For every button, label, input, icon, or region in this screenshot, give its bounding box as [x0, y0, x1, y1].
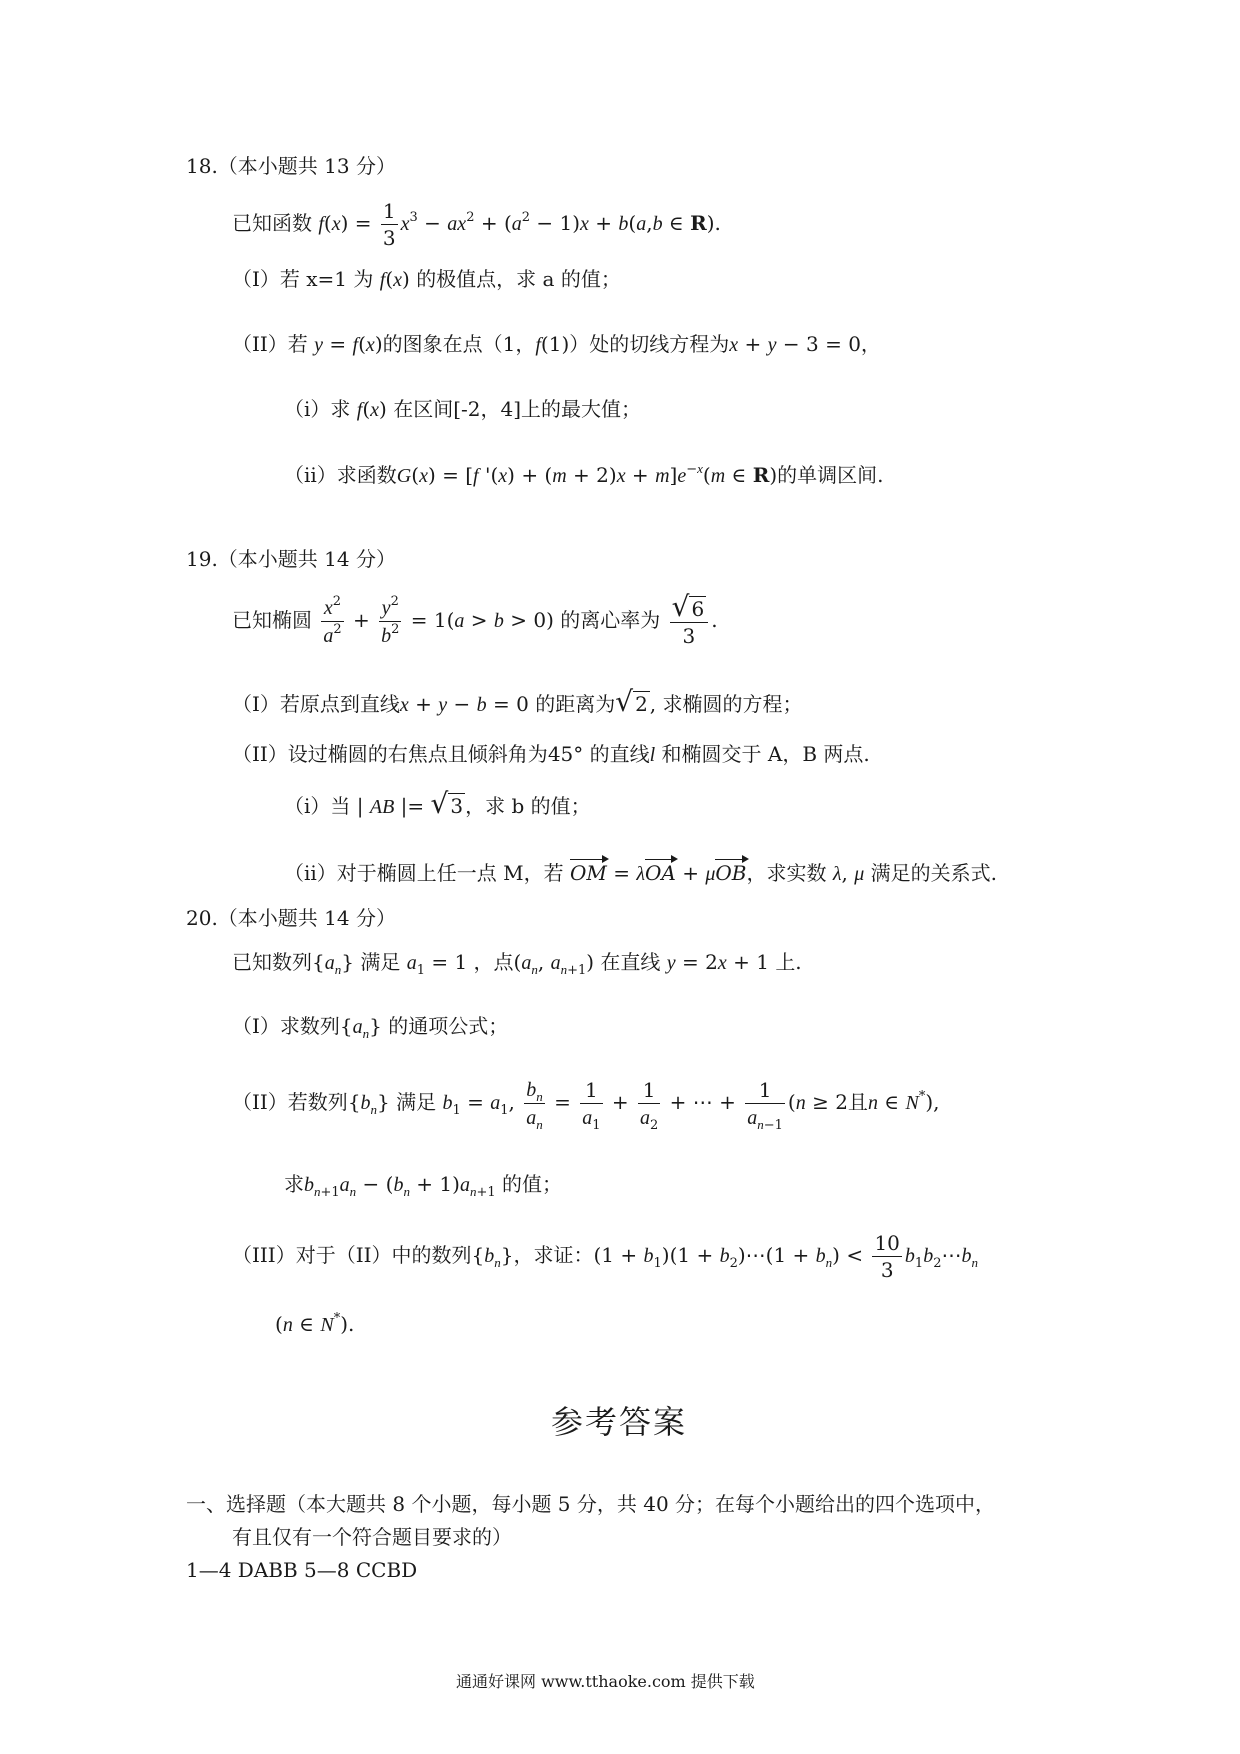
q19-heading: 19.（本小题共 14 分）: [186, 547, 396, 571]
q19-part2: （II）设过椭圆的右焦点且倾斜角为45° 的直线l 和椭圆交于 A，B 两点.: [232, 742, 870, 766]
q19-sub-ii: （ii）对于椭圆上任一点 M，若 OM = λOA + μOB，求实数 λ, μ 满足的关系式.: [284, 855, 997, 888]
q18-part1: （I）若 x=1 为 f(x) 的极值点，求 a 的值；: [232, 267, 621, 291]
q18-heading: 18.（本小题共 13 分）: [186, 154, 396, 178]
q19-sub-i: （i）当 | AB |= √ 3 ，求 b 的值；: [284, 787, 591, 820]
answers-section-1-line1: 一、选择题（本大题共 8 个小题，每小题 5 分，共 40 分；在每个小题给出的四个选项中，: [186, 1492, 996, 1516]
q19-part1: （I）若原点到直线x + y − b = 0 的距离为√ 2 , 求椭圆的方程；: [232, 685, 803, 718]
q20-intro: 已知数列$\{a_n\}$ 满足 $a_1 = 1$ ，点($a_n$, $a_{n+1}$) 在直线 y = 2x + 1 上.: [232, 950, 802, 978]
q20-part3-cond: (n ∈ N*).: [275, 1311, 355, 1336]
q20-part1: （I）求数列$\{a_n\}$ 的通项公式；: [232, 1014, 509, 1041]
answers-title: 参考答案: [551, 1403, 688, 1441]
answers-section-1-line2: 有且仅有一个符合题目要求的）: [232, 1525, 512, 1549]
answers-choices: 1—4 DABB 5—8 CCBD: [186, 1558, 418, 1582]
q20-heading: 20.（本小题共 14 分）: [186, 906, 396, 930]
q19-intro: 已知椭圆 $\frac{x^2}{a^2}$ + $\frac{y^2}{b^2}$ = 1(a > b > 0) 的离心率为 $\frac{√ 6}{3}$ .: [232, 590, 718, 648]
q20-part3: （III）对于（II）中的数列$\{b_n\}$，求证：$(1 + b_1)(1$ + $b_2)\cdots(1 + b_n)$ < $\frac{10}{3}$ $b_1b_2\cdots b_n$: [232, 1231, 978, 1282]
q20-part2-ask: 求$b_{n+1}a_n - (b_n + 1)a_{n+1}$ 的值；: [284, 1172, 562, 1200]
page-footer: 通通好课网 www.tthaoke.com 提供下载: [456, 1672, 755, 1691]
q20-part2: （II）若数列$\{b_n\}$ 满足 $b_1 = a_1$, $\frac{b_n}{a_n}$ = $\frac{1}{a_1}$ + $\frac{1}{a_2}$ + ⋯ + $\frac{1}{a_{n-1}}$ (n ≥ 2且n ∈ N*),: [232, 1077, 940, 1133]
q18-intro-text: 已知函数: [232, 211, 312, 235]
q18-sub-i: （i）求 f(x) 在区间[-2，4]上的最大值；: [284, 397, 642, 421]
fraction-one-third: $\frac{1}{3}$: [382, 199, 396, 250]
q18-part2: （II）若 y = f(x)的图象在点（1，f(1)）处的切线方程为x + y − 3 = 0，: [232, 332, 881, 356]
q18-sub-ii: （ii）求函数G(x) = [f '$(x) + (m + 2)x + m]e^{-x}(m$ ∈ R)的单调区间.: [284, 461, 884, 487]
q18-intro: 已知函数 f(x) = $\frac{1}{3}$ $x^3 - ax^2 + (a^2 - 1)x + b(a,b$ ∈ R).: [232, 199, 721, 250]
